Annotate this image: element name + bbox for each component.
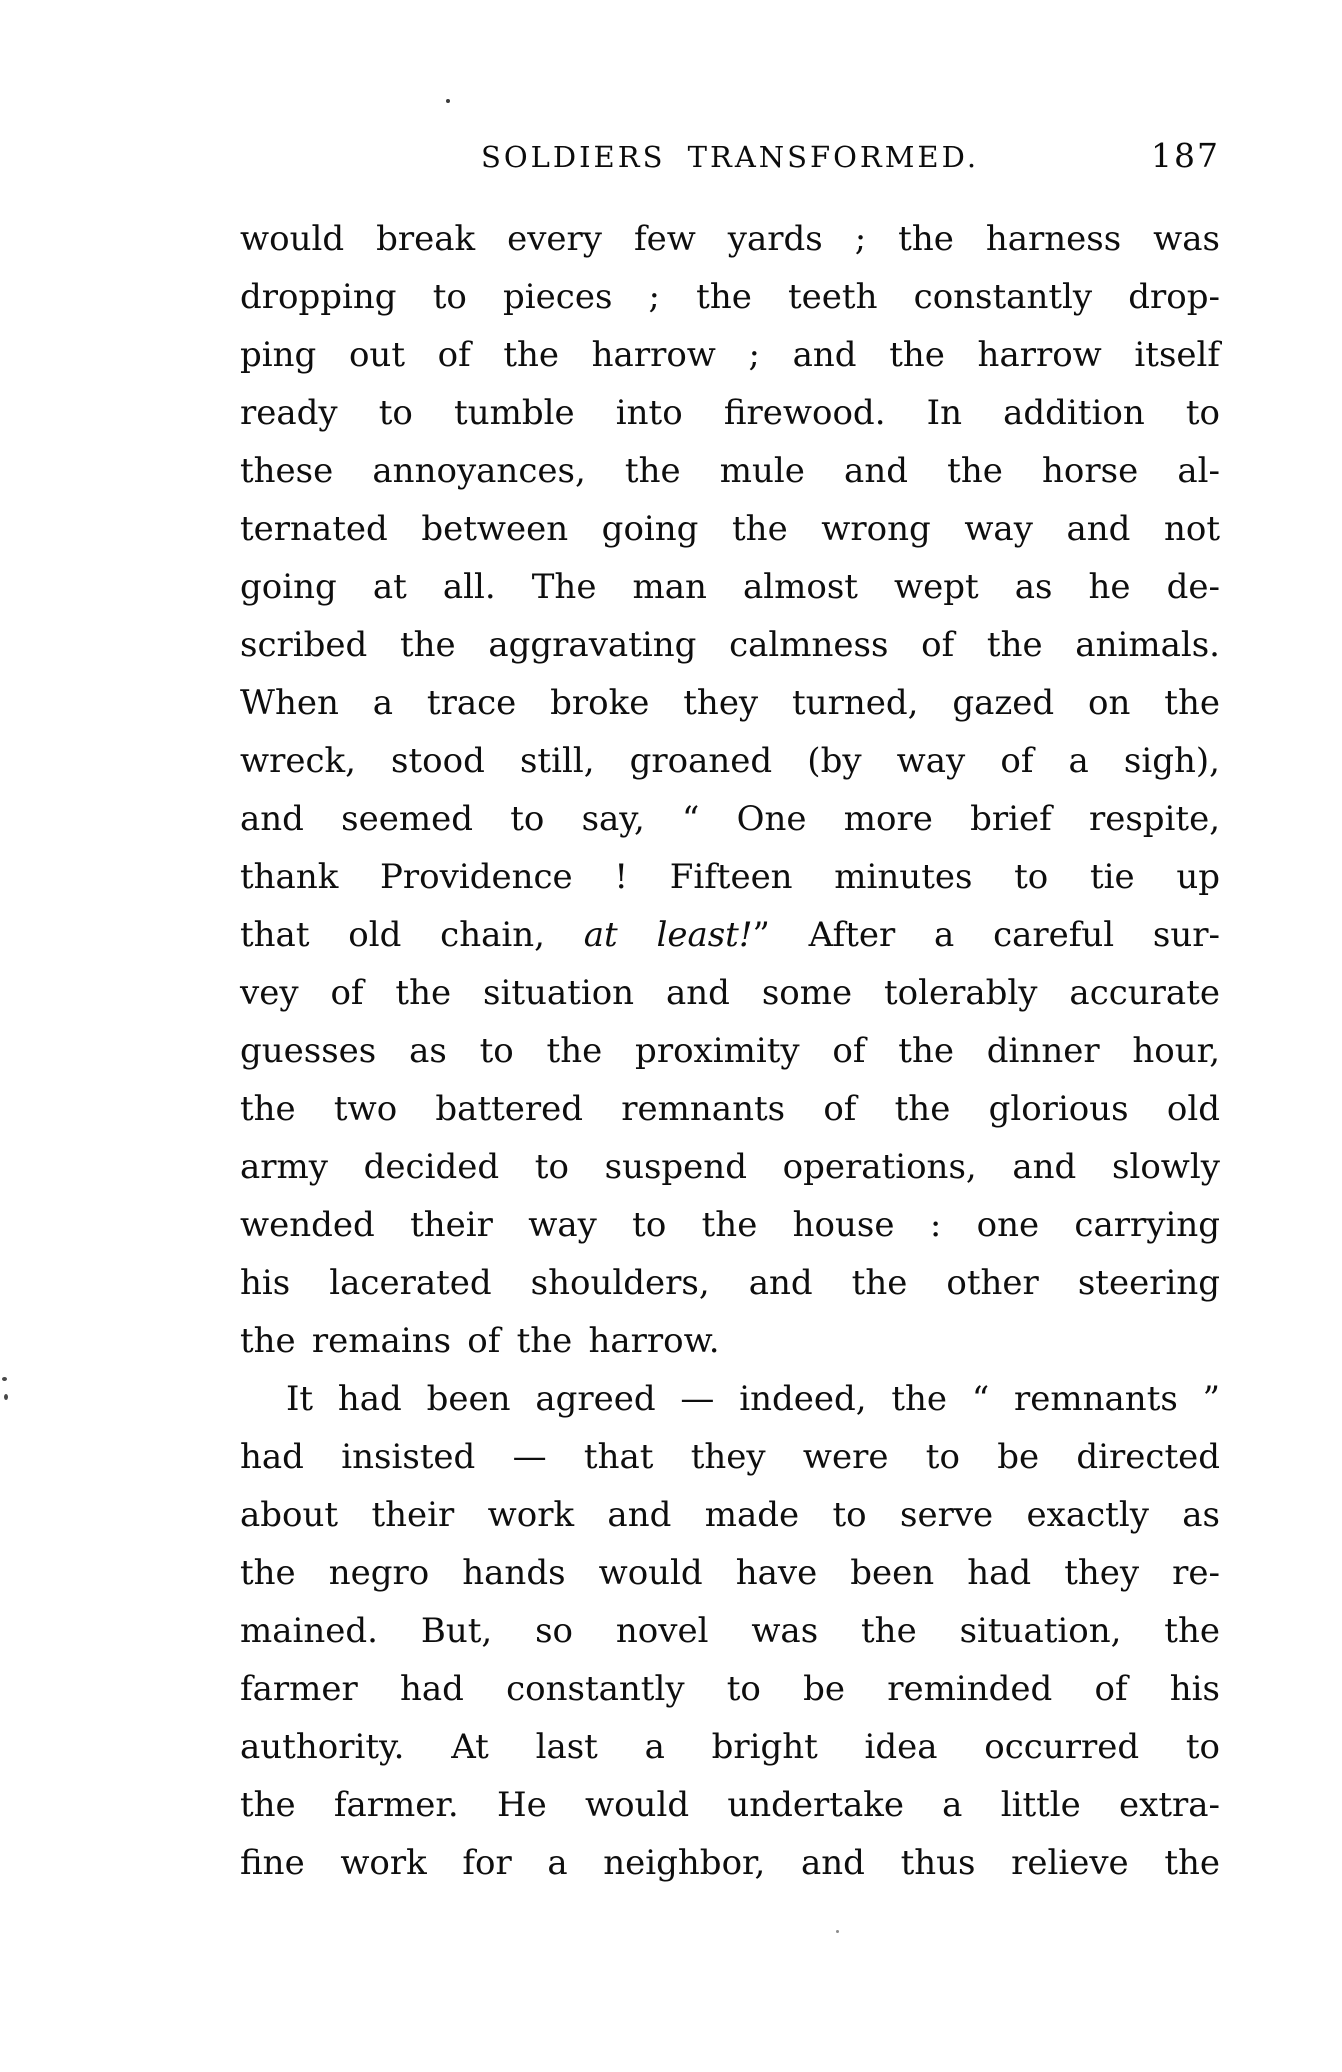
text-segment: ready to tumble into firewood. In addition to (240, 393, 1220, 433)
running-header (240, 136, 1220, 184)
text-line (240, 1718, 1220, 1776)
text-segment: ” After a careful sur- (752, 915, 1220, 955)
text-segment: would break every few yards ; the harness was (240, 219, 1220, 259)
text-line (240, 1022, 1220, 1080)
text-segment: the negro hands would have been had they re- (240, 1553, 1220, 1593)
text-segment: scribed the aggravating calmness of the animals. (240, 625, 1220, 665)
text-line (240, 1660, 1220, 1718)
text-segment: the farmer. He would undertake a little extra- (240, 1785, 1220, 1825)
text-segment: authority. At last a bright idea occurred to (240, 1727, 1220, 1767)
scan-artifact (446, 99, 450, 103)
text-line (240, 848, 1220, 906)
text-segment: these annoyances, the mule and the horse al- (240, 451, 1220, 491)
text-segment: army decided to suspend operations, and slowly (240, 1147, 1220, 1187)
text-line (240, 1370, 1220, 1428)
text-segment: wreck, stood still, groaned (by way of a sigh), (240, 741, 1220, 781)
text-line (240, 1312, 1220, 1370)
text-segment: When a trace broke they turned, gazed on the (240, 683, 1220, 723)
text-line (240, 1776, 1220, 1834)
text-segment: his lacerated shoulders, and the other steering (240, 1263, 1220, 1303)
running-header-title: SOLDIERS TRANSFORMED. (480, 140, 980, 174)
text-segment: the two battered remnants of the glorious old (240, 1089, 1220, 1129)
text-segment: guesses as to the proximity of the dinner hour, (240, 1031, 1220, 1071)
text-line (240, 1196, 1220, 1254)
text-line (240, 500, 1220, 558)
text-segment: ternated between going the wrong way and not (240, 509, 1220, 549)
text-line (240, 268, 1220, 326)
text-segment: mained. But, so novel was the situation, the (240, 1611, 1220, 1651)
text-line (240, 558, 1220, 616)
text-line (240, 1602, 1220, 1660)
text-line (240, 732, 1220, 790)
text-segment: that old chain, (240, 915, 584, 955)
scan-artifact (4, 1394, 8, 1400)
scan-artifact (836, 1930, 839, 1933)
text-line (240, 790, 1220, 848)
text-segment: thank Providence ! Fifteen minutes to tie up (240, 857, 1220, 897)
text-line (240, 1834, 1220, 1892)
text-segment: going at all. The man almost wept as he de- (240, 567, 1220, 607)
text-line (240, 674, 1220, 732)
text-segment: dropping to pieces ; the teeth constantly drop- (240, 277, 1220, 317)
text-line (240, 1080, 1220, 1138)
text-line (240, 384, 1220, 442)
text-line (240, 1138, 1220, 1196)
text-segment: the remains of the harrow. (240, 1321, 720, 1361)
page-number: 187 (1151, 136, 1220, 175)
scan-artifact (2, 1377, 7, 1381)
text-segment: wended their way to the house : one carrying (240, 1205, 1220, 1245)
text-line (240, 1486, 1220, 1544)
text-line (240, 616, 1220, 674)
text-segment: fine work for a neighbor, and thus relieve the (240, 1843, 1220, 1883)
text-line (240, 442, 1220, 500)
text-segment: farmer had constantly to be reminded of his (240, 1669, 1220, 1709)
text-line (240, 1254, 1220, 1312)
text-segment: It had been agreed — indeed, the “ remnants ” (286, 1379, 1220, 1419)
text-segment: about their work and made to serve exactly as (240, 1495, 1220, 1535)
page-body-text (240, 210, 1220, 1892)
text-segment: vey of the situation and some tolerably accurate (240, 973, 1220, 1013)
text-line (240, 210, 1220, 268)
text-segment: had insisted — that they were to be directed (240, 1437, 1220, 1477)
text-segment: ping out of the harrow ; and the harrow itself (240, 335, 1220, 375)
text-line (240, 326, 1220, 384)
text-line (240, 964, 1220, 1022)
text-line (240, 1428, 1220, 1486)
text-line (240, 906, 1220, 964)
text-segment: and seemed to say, “ One more brief respite, (240, 799, 1220, 839)
text-line (240, 1544, 1220, 1602)
text-segment-italic: at least! (583, 915, 753, 955)
